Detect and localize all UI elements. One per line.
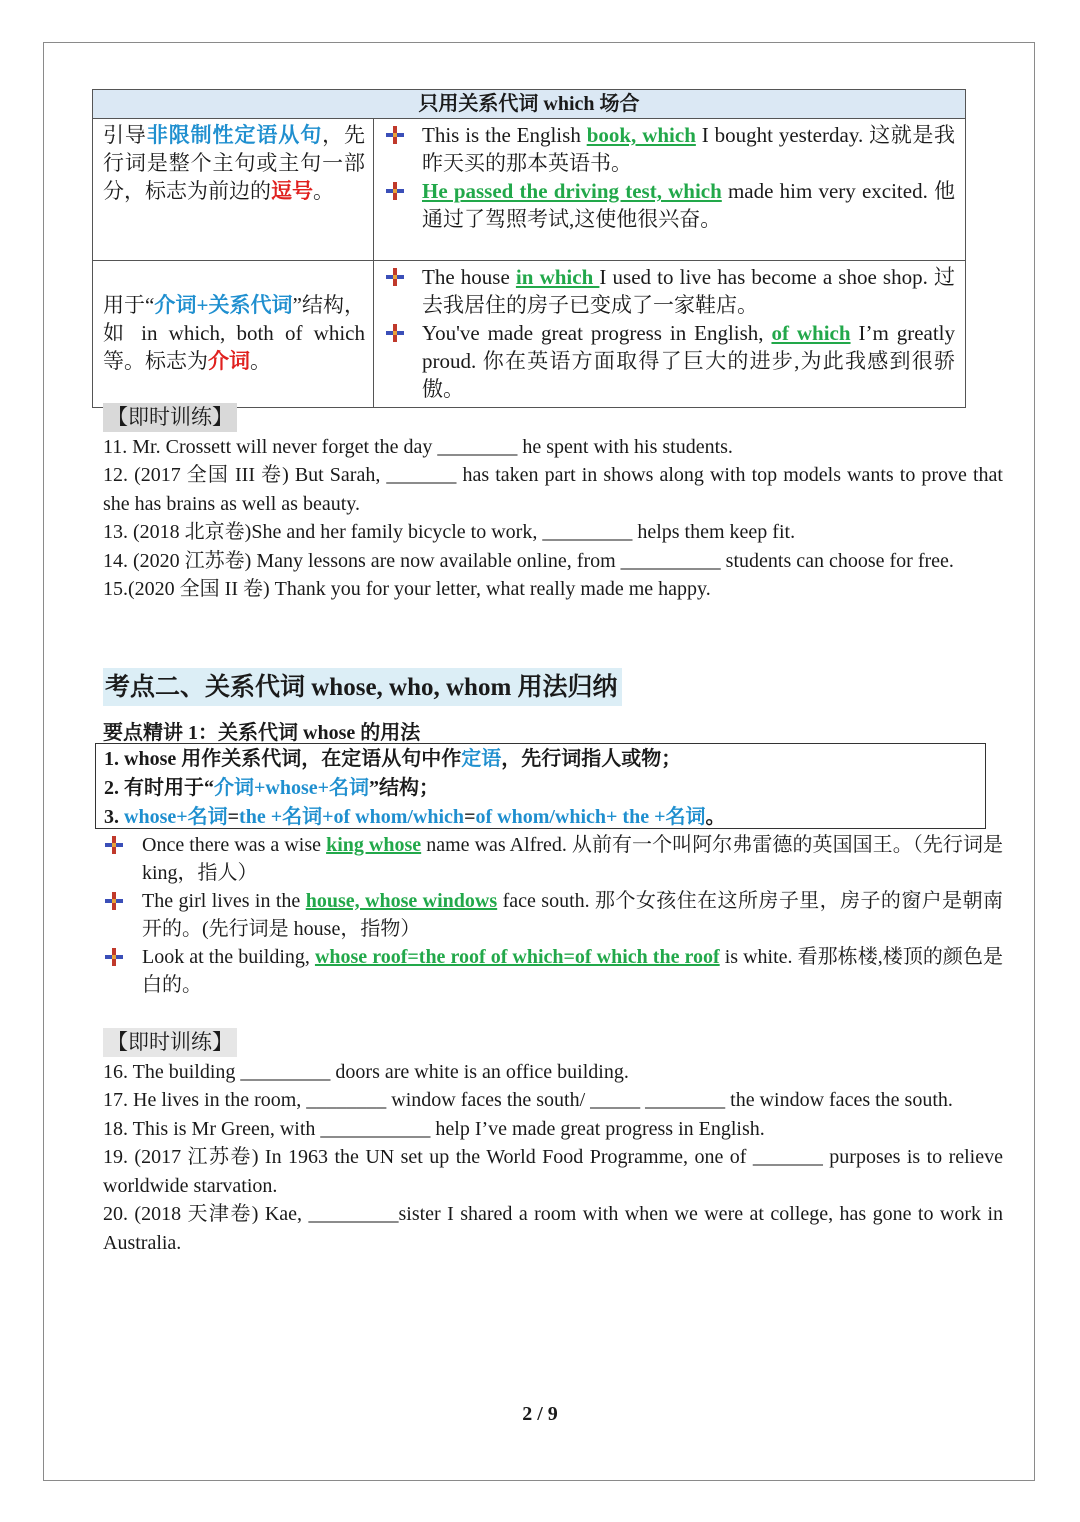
text-run: 2. 有时用于“ bbox=[104, 777, 214, 799]
practice-item: 15.(2020 全国 II 卷) Thank you for your letter, what really made me happy. bbox=[103, 578, 711, 600]
text-run-green: house, whose windows bbox=[305, 890, 498, 912]
text-run: Once there was a wise bbox=[142, 834, 327, 856]
rule-line bbox=[104, 803, 977, 832]
text-run: 1. whose 用作关系代词，在定语从句中作 bbox=[104, 748, 462, 770]
practice-item: 19. (2017 江苏卷) In 1963 the UN set up the World Food Programme, one of _______ purposes is to relieve worldwide starvation. bbox=[103, 1146, 1003, 1197]
text-run-blue: the +名词+of whom/which bbox=[239, 806, 465, 828]
table-row-2-right bbox=[374, 261, 966, 408]
text-run-blue: 介词+whose+名词 bbox=[214, 777, 370, 799]
text-run: I bought yesterday. 这就是我昨天买的那本英语书。 bbox=[422, 123, 955, 175]
practice-item: 11. Mr. Crossett will never forget the day ________ he spent with his students. bbox=[103, 435, 733, 458]
text-run: This is the English bbox=[422, 123, 587, 147]
example-text bbox=[142, 943, 1003, 999]
table-row-2-left bbox=[93, 261, 374, 408]
text-run: 用于“ bbox=[103, 293, 155, 317]
text-run-green: king whose bbox=[326, 834, 422, 856]
practice-item: 16. The building _________ doors are white is an office building. bbox=[103, 1060, 629, 1083]
whose-rules-box bbox=[95, 743, 986, 829]
table-example bbox=[384, 263, 955, 319]
practice-item: 13. (2018 北京卷)She and her family bicycle to work, _________ helps them keep fit. bbox=[103, 521, 796, 543]
text-run: name was Alfred. 从前有一个叫阿尔弗雷德的英国国王。（先行词是 king，指人） bbox=[142, 834, 1004, 884]
example-row bbox=[103, 943, 1003, 999]
bullet-arrow-icon bbox=[384, 319, 422, 403]
text-run-green: of which bbox=[771, 321, 851, 345]
practice-tag: 【即时训练】 bbox=[103, 1028, 237, 1057]
text-run: ，先行词指人或物； bbox=[501, 748, 682, 770]
text-run-red: 介词 bbox=[208, 349, 250, 373]
bullet-arrow-icon bbox=[384, 121, 422, 177]
table-example bbox=[384, 121, 955, 177]
bullet-arrow-icon bbox=[384, 263, 422, 319]
text-run-green: in which bbox=[515, 265, 600, 289]
whose-examples bbox=[103, 831, 1003, 999]
example-text bbox=[422, 177, 955, 233]
practice-2 bbox=[103, 1028, 1003, 1257]
rule-line bbox=[104, 774, 977, 803]
text-run: The house bbox=[422, 265, 516, 289]
page-number: 2 / 9 bbox=[522, 1403, 558, 1425]
example-text bbox=[422, 121, 955, 177]
text-run: ”结构； bbox=[369, 777, 440, 799]
practice-1 bbox=[103, 403, 1003, 604]
bullet-arrow-icon bbox=[103, 831, 142, 887]
bullet-arrow-icon bbox=[103, 943, 142, 999]
practice-item: 17. He lives in the room, ________ window faces the south/ _____ ________ the window faces the south. bbox=[103, 1089, 953, 1111]
practice-tag: 【即时训练】 bbox=[103, 403, 237, 432]
text-run-blue: 介词+关系代词 bbox=[154, 293, 293, 317]
text-run-blue: of whom/which+ the +名词 bbox=[475, 806, 706, 828]
text-run: The girl lives in the bbox=[142, 890, 306, 912]
text-run-green: He passed the driving test, which bbox=[422, 179, 722, 203]
text-run: You've made great progress in English, bbox=[422, 321, 772, 345]
practice-item: 12. (2017 全国 III 卷) But Sarah, _______ has taken part in shows along with top models wants to prove that she has brains as well as beauty. bbox=[103, 464, 1003, 515]
text-run-blue: 定语 bbox=[461, 748, 502, 770]
text-run: 。 bbox=[250, 349, 271, 373]
text-run: = bbox=[227, 806, 240, 828]
table-example bbox=[384, 319, 955, 403]
table-header: 只用关系代词 which 场合 bbox=[93, 90, 966, 119]
text-run: = bbox=[464, 806, 476, 828]
example-text bbox=[142, 831, 1003, 887]
text-run: made him very excited. 他通过了驾照考试,这使他很兴奋。 bbox=[422, 179, 955, 231]
text-run-green: book, which bbox=[586, 123, 696, 147]
which-usage-table bbox=[92, 89, 966, 408]
text-run-red: 逗号 bbox=[271, 179, 313, 203]
table-row-1-left bbox=[93, 119, 374, 261]
text-run-green: whose roof=the roof of which=of which the roof bbox=[314, 946, 720, 968]
text-run: ，先行词是整个主句或主句一部分，标志为前边的 bbox=[103, 123, 366, 203]
table-row-1-right bbox=[374, 119, 966, 261]
text-run: Look at the building, bbox=[142, 946, 315, 968]
bullet-arrow-icon bbox=[103, 887, 142, 943]
example-text bbox=[422, 263, 955, 319]
text-run: is white. 看那栋楼,楼顶的颜色是白的。 bbox=[142, 946, 1003, 996]
practice-item: 14. (2020 江苏卷) Many lessons are now available online, from __________ students can choose for free. bbox=[103, 549, 954, 572]
section-subheading: 要点精讲 1：关系代词 whose 的用法 bbox=[103, 722, 421, 744]
example-row bbox=[103, 831, 1003, 887]
text-run: I’m greatly proud. 你在英语方面取得了巨大的进步,为此我感到很骄傲。 bbox=[422, 321, 955, 401]
bullet-arrow-icon bbox=[384, 177, 422, 233]
table-example bbox=[384, 177, 955, 233]
example-text bbox=[422, 319, 955, 403]
example-row bbox=[103, 887, 1003, 943]
practice-item: 18. This is Mr Green, with ___________ help I’ve made great progress in English. bbox=[103, 1117, 765, 1140]
text-run: 3. bbox=[104, 806, 124, 828]
practice-item: 20. (2018 天津卷) Kae, _________sister I shared a room with when we were at college, has gone to work in Australia. bbox=[103, 1203, 1003, 1254]
text-run: I used to live has become a shoe shop. 过去我居住的房子已变成了一家鞋店。 bbox=[422, 265, 955, 317]
text-run: 。 bbox=[313, 179, 334, 203]
text-run: ”结构，如 in which, both of which 等。标志为 bbox=[103, 293, 366, 373]
text-run-blue: whose+名词 bbox=[124, 806, 228, 828]
text-run-blue: 非限制性定语从句 bbox=[146, 123, 323, 147]
example-text bbox=[142, 887, 1003, 943]
rule-line bbox=[104, 745, 977, 774]
text-run: 引导 bbox=[103, 123, 147, 147]
text-run: face south. 那个女孩住在这所房子里，房子的窗户是朝南开的。(先行词是 house，指物） bbox=[142, 890, 1003, 940]
section-heading: 考点二、关系代词 whose, who, whom 用法归纳 bbox=[103, 668, 622, 706]
text-run: 。 bbox=[705, 806, 726, 828]
